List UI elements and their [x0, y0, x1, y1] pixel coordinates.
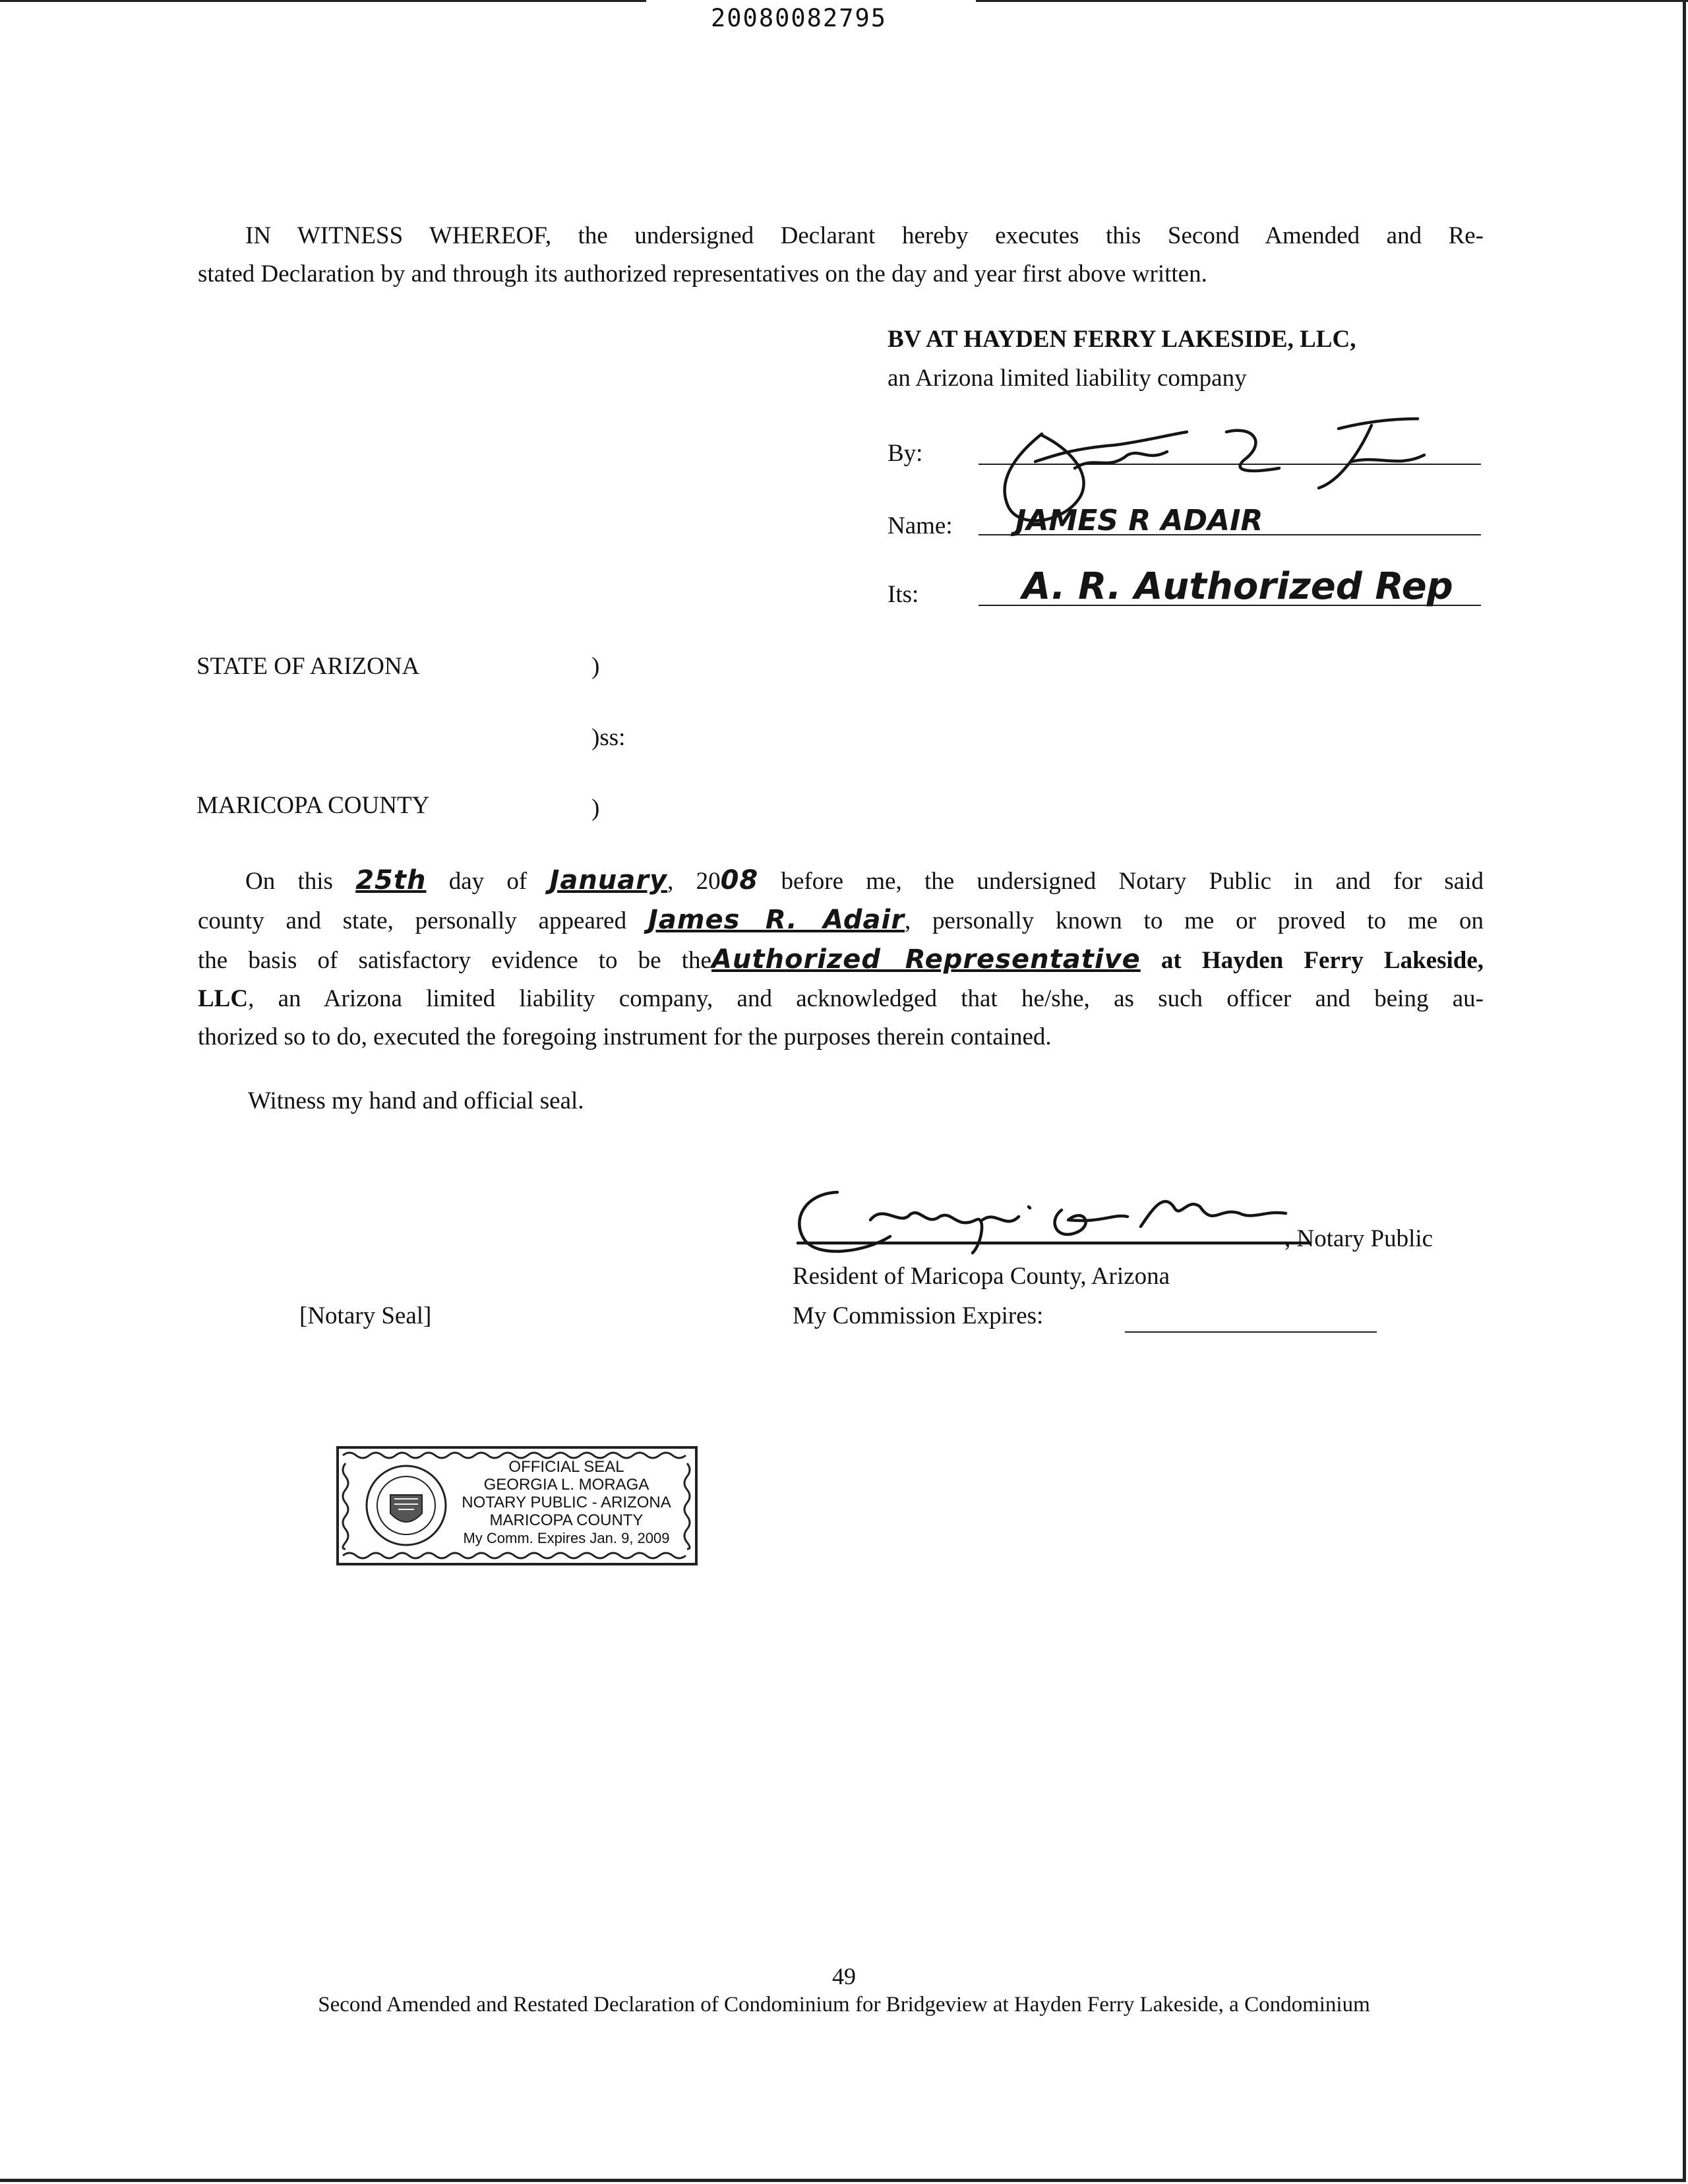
- acknowledgment-paragraph: [198, 861, 1484, 1056]
- commission-expires-line: [1125, 1331, 1377, 1333]
- ack-line-4: [198, 980, 1484, 1018]
- ack-day-handwritten: 25th: [355, 865, 427, 895]
- notary-public-title: , Notary Public: [1284, 1225, 1433, 1252]
- ack-personally-known: , personally known to me or proved to me on: [904, 907, 1484, 934]
- by-label: By:: [888, 440, 923, 467]
- company-name: BV AT HAYDEN FERRY LAKESIDE, LLC,: [888, 326, 1356, 353]
- ack-before-me: before me, the undersigned Notary Public in and for said: [758, 868, 1484, 895]
- its-handwriting: [1015, 554, 1503, 613]
- venue-ss: )ss:: [591, 724, 626, 751]
- ack-month-handwritten: January: [549, 865, 668, 895]
- seal-line-official: OFFICIAL SEAL: [508, 1458, 624, 1476]
- witness-paragraph: [198, 217, 1484, 293]
- ack-on-this: On this: [245, 868, 333, 895]
- ack-person-handwritten: James R. Adair: [648, 905, 905, 935]
- name-handwritten-value: JAMES R ADAIR: [1015, 504, 1263, 537]
- venue-paren-1: ): [591, 653, 600, 680]
- ack-basis: the basis of satisfactory evidence to be the: [198, 947, 711, 974]
- recording-number: 20080082795: [711, 4, 888, 32]
- maricopa-county: MARICOPA COUNTY: [196, 792, 430, 819]
- ack-line-2: [198, 901, 1484, 940]
- ack-llc: LLC: [198, 985, 249, 1012]
- name-label: Name:: [888, 512, 953, 539]
- notary-signature: [785, 1180, 1325, 1266]
- seal-line-county: MARICOPA COUNTY: [489, 1511, 644, 1529]
- seal-line-notary: NOTARY PUBLIC - ARIZONA: [462, 1494, 671, 1511]
- ack-line-5: thorized so to do, executed the foregoing instrument for the purposes therein contained.: [198, 1023, 1052, 1050]
- witness-hand-seal: Witness my hand and official seal.: [248, 1087, 584, 1114]
- page-number: 49: [832, 1963, 856, 1989]
- ack-line-1: [198, 861, 1484, 901]
- seal-line-name: GEORGIA L. MORAGA: [483, 1476, 649, 1494]
- notary-seal-label: [Notary Seal]: [299, 1302, 432, 1329]
- ack-day-of: day of: [448, 868, 528, 895]
- its-label: Its:: [888, 581, 919, 608]
- official-seal-stamp: [336, 1446, 698, 1565]
- top-edge-right: [976, 0, 1688, 2]
- footer-title: Second Amended and Restated Declaration of Condominium for Bridgeview at Hayden Ferry Lakeside, a Condominium: [318, 1993, 1370, 2017]
- top-edge-left: [0, 0, 646, 2]
- company-description: an Arizona limited liability company: [888, 365, 1247, 392]
- notary-residence: Resident of Maricopa County, Arizona: [793, 1263, 1170, 1290]
- ack-acknowledged: , an Arizona limited liability company, and acknowledged that he/she, as such officer and being au-: [248, 985, 1484, 1012]
- venue-paren-2: ): [591, 795, 600, 822]
- its-handwritten-value: A. R. Authorized Rep: [1022, 565, 1453, 608]
- ack-county-state: county and state, personally appeared: [198, 907, 627, 934]
- name-handwriting: [1009, 496, 1404, 542]
- witness-line-1: IN WITNESS WHEREOF, the undersigned Declarant hereby executes this Second Amended and Re-: [245, 222, 1484, 249]
- ack-entity-name: at Hayden Ferry Lakeside,: [1140, 947, 1484, 974]
- ack-line-3: [198, 940, 1484, 980]
- seal-text: [448, 1458, 685, 1547]
- state-of-arizona: STATE OF ARIZONA: [196, 653, 420, 680]
- ack-year-handwritten: 08: [720, 865, 759, 895]
- commission-expires-label: My Commission Expires:: [793, 1302, 1044, 1329]
- ack-role-handwritten: Authorized Representative: [711, 944, 1141, 975]
- ack-year-prefix: , 20: [667, 868, 721, 895]
- seal-line-expires: My Comm. Expires Jan. 9, 2009: [463, 1530, 670, 1546]
- witness-line-2: stated Declaration by and through its authorized representatives on the day and year first above written.: [198, 260, 1207, 288]
